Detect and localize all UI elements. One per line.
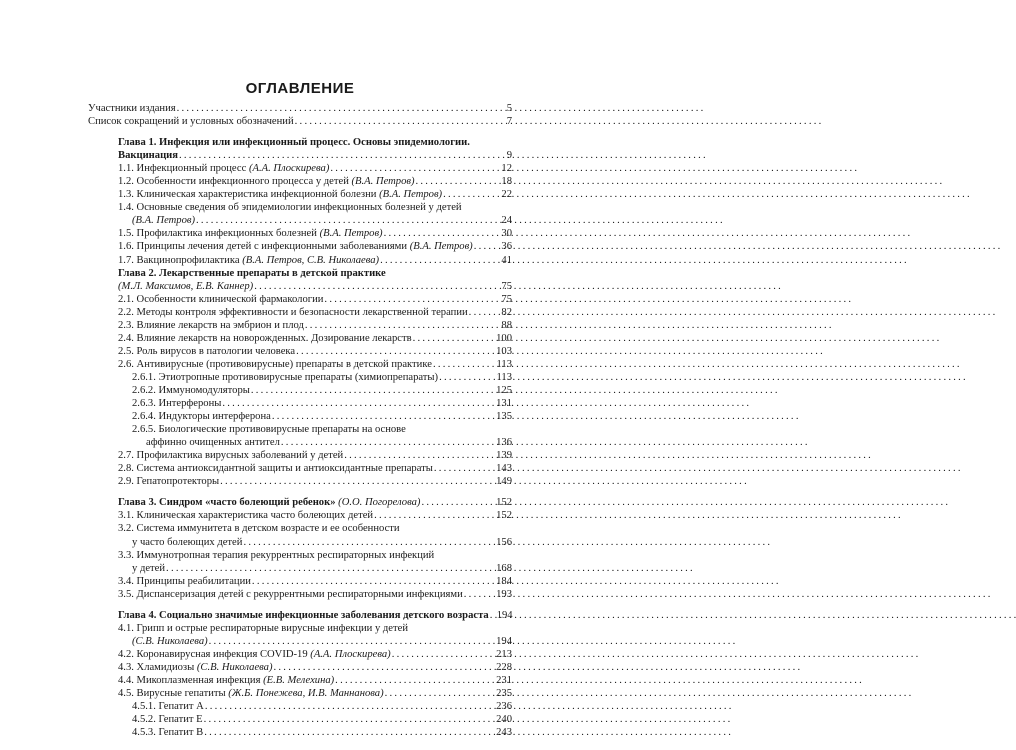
toc-entry — [88, 700, 512, 713]
dot-leader — [344, 449, 495, 462]
toc-entry — [88, 410, 512, 423]
dot-leader — [392, 648, 495, 661]
toc-page-number: 135 — [496, 411, 512, 423]
toc-entry-text — [132, 371, 438, 384]
toc-entry-text — [118, 267, 386, 280]
toc-entry-text — [132, 536, 242, 549]
toc-entry-title: у часто болеющих детей — [132, 536, 243, 548]
toc-chapter-line — [88, 496, 512, 509]
toc-page-number: 82 — [501, 306, 512, 318]
toc-page-number: 41 — [501, 254, 512, 266]
toc-entry — [88, 622, 512, 635]
dot-leader — [380, 254, 500, 267]
toc-page-number: 152 — [496, 497, 512, 509]
toc-entry-title: 3.5. Диспансеризация детей с рекуррентными респираторными инфекциями — [118, 588, 463, 600]
toc-entry-title: 2.7. Профилактика вирусных заболеваний у детей — [118, 450, 344, 462]
toc-chapter-line — [88, 149, 512, 162]
toc-page-number: 236 — [496, 701, 512, 713]
dot-leader — [324, 293, 500, 306]
toc-entry — [88, 397, 512, 410]
dot-leader — [433, 358, 496, 371]
toc-entry-title: Глава 4. Социально значимые инфекционные заболевания детского возраста — [118, 609, 489, 621]
toc-entry-author: (В.А. Петров) — [348, 176, 415, 188]
toc-entry — [88, 384, 512, 397]
toc-entry — [88, 436, 512, 449]
dot-leader — [439, 371, 495, 384]
toc-page-number: 12 — [501, 163, 512, 175]
dot-leader — [243, 536, 495, 549]
toc-entry — [88, 648, 512, 661]
toc-entry-text — [118, 319, 304, 332]
toc-entry — [88, 462, 512, 475]
dot-leader — [335, 674, 495, 687]
dot-leader — [204, 713, 495, 726]
toc-page-number: 125 — [496, 384, 512, 396]
toc-entry — [88, 332, 512, 345]
toc-entry-title: 2.6.4. Индукторы интерферона — [132, 411, 271, 423]
dot-leader — [296, 345, 495, 358]
toc-entry-author: (В.А. Петров, С.В. Николаева) — [239, 254, 380, 266]
toc-chapter-line — [88, 609, 512, 622]
toc-entry — [88, 588, 512, 601]
toc-entry-title: 1.7. Вакцинопрофилактика — [118, 254, 240, 266]
toc-entry — [88, 319, 512, 332]
toc-entry-text — [118, 254, 379, 267]
toc-chapter-line — [88, 136, 512, 149]
toc-chapter-line — [88, 267, 512, 280]
toc-entry — [88, 536, 512, 549]
toc-entry-title: 1.5. Профилактика инфекционных болезней — [118, 228, 317, 240]
toc-entry-text — [132, 726, 203, 739]
toc-page-number: 240 — [496, 714, 512, 726]
toc-entry-title: Глава 2. Лекарственные препараты в детской практике — [118, 267, 386, 279]
toc-entry-title: 4.5. Вирусные гепатиты — [118, 688, 226, 700]
toc-entry-title: у детей — [132, 562, 166, 574]
toc-entry-title: 2.5. Роль вирусов в патологии человека — [118, 345, 296, 357]
dot-leader — [204, 726, 495, 739]
toc-entry-text — [88, 115, 294, 128]
toc-entry-title: Список сокращений и условных обозначений — [88, 116, 294, 128]
toc-entry — [88, 175, 512, 188]
toc-page-number: 18 — [501, 176, 512, 188]
toc-entry-title: 2.8. Система антиоксидантной защиты и антиоксидантные препараты — [118, 463, 433, 475]
toc-entry-title: 4.2. Коронавирусная инфекция COVID-19 — [118, 648, 308, 660]
toc-entry-author: (О.О. Погорелова) — [335, 497, 421, 509]
toc-page-number: 75 — [501, 293, 512, 305]
toc-page-number: 243 — [496, 727, 512, 739]
toc-entry-author: (А.А. Плоскирева) — [307, 648, 391, 660]
dot-leader — [177, 102, 506, 115]
toc-entry — [88, 475, 512, 488]
dot-leader — [209, 635, 495, 648]
toc-entry-title: 3.4. Принципы реабилитации — [118, 575, 251, 587]
toc-entry-title: Участники издания — [88, 103, 176, 114]
toc-entry — [88, 726, 512, 739]
dot-leader — [469, 306, 501, 319]
toc-entry — [88, 293, 512, 306]
toc-page-number: 22 — [501, 189, 512, 201]
toc-entry — [88, 115, 512, 128]
dot-leader — [254, 280, 500, 293]
toc-entry — [88, 254, 512, 267]
dot-leader — [220, 475, 495, 488]
toc-entry-title: 1.6. Принципы лечения детей с инфекционными заболеваниями — [118, 241, 408, 253]
toc-page-number: 168 — [496, 562, 512, 574]
toc-entry-text — [118, 622, 408, 635]
toc-entry — [88, 509, 512, 522]
dot-leader — [416, 175, 501, 188]
dot-leader — [434, 462, 495, 475]
toc-entry — [88, 575, 512, 588]
dot-leader — [295, 115, 506, 128]
table-of-contents — [88, 102, 512, 739]
toc-entry-text — [118, 462, 433, 475]
toc-page-number: 143 — [496, 463, 512, 475]
toc-page-number: 184 — [496, 575, 512, 587]
dot-leader — [330, 162, 500, 175]
toc-entry-author: (М.Л. Максимов, Е.В. Каннер) — [118, 280, 254, 292]
toc-page-number: 228 — [496, 661, 512, 673]
toc-entry-text — [118, 588, 463, 601]
toc-entry-title: 2.9. Гепатопротекторы — [118, 476, 220, 488]
toc-entry — [88, 371, 512, 384]
toc-entry-title: 2.2. Методы контроля эффективности и безопасности лекарственной терапии — [118, 306, 468, 318]
dot-leader — [251, 384, 495, 397]
toc-entry-title: 4.5.1. Гепатит А — [132, 701, 204, 713]
toc-page-number: 24 — [501, 215, 512, 227]
toc-entry-title: 1.1. Инфекционный процесс — [118, 163, 247, 175]
toc-entry-text — [118, 475, 219, 488]
toc-entry-title: 4.5.2. Гепатит Е — [132, 714, 203, 726]
toc-entry-text — [132, 713, 203, 726]
toc-entry — [88, 713, 512, 726]
dot-leader — [385, 687, 495, 700]
dot-leader — [421, 496, 495, 509]
toc-entry-title: Глава 1. Инфекция или инфекционный процесс. Основы эпидемиологии. — [118, 137, 470, 149]
toc-entry — [88, 240, 512, 253]
toc-entry — [88, 162, 512, 175]
toc-page-number: 36 — [501, 241, 512, 253]
dot-leader — [272, 410, 495, 423]
toc-entry — [88, 102, 512, 115]
toc-page-number: 9 — [506, 150, 512, 162]
toc-page-number: 235 — [496, 688, 512, 700]
toc-entry-title: 1.3. Клиническая характеристика инфекционной болезни — [118, 189, 377, 201]
toc-page-number: 193 — [496, 588, 512, 600]
toc-entry — [88, 449, 512, 462]
toc-entry-author: (В.А. Петров) — [316, 228, 383, 240]
toc-entry-text — [118, 358, 432, 371]
toc-entry-text — [132, 700, 204, 713]
toc-entry-text — [118, 661, 273, 674]
page-title: ОГЛАВЛЕНИЕ — [245, 80, 355, 97]
toc-entry-title: Вакцинация — [118, 150, 179, 162]
toc-entry-text — [118, 136, 470, 149]
toc-entry-text — [118, 687, 384, 700]
dot-leader — [281, 436, 495, 449]
toc-entry-title: 2.6. Антивирусные (противовирусные) препараты в детской практике — [118, 358, 432, 370]
toc-entry-text — [118, 449, 343, 462]
toc-entry-title: 4.1. Грипп и острые респираторные вирусные инфекции у детей — [118, 622, 409, 634]
toc-entry-text — [118, 345, 295, 358]
toc-page-number: 152 — [496, 510, 512, 522]
toc-entry — [88, 549, 512, 562]
toc-entry-author: (В.А. Петров) — [132, 215, 195, 227]
toc-page-number: 88 — [501, 319, 512, 331]
toc-entry-text — [118, 509, 373, 522]
toc-entry-author: (Ж.Б. Понежева, И.В. Маннанова) — [225, 688, 384, 700]
toc-entry — [88, 358, 512, 371]
toc-entry-title: 4.5.3. Гепатит В — [132, 727, 204, 739]
toc-entry-text — [118, 175, 415, 188]
toc-entry-title: 2.1. Особенности клинической фармакологии — [118, 293, 324, 305]
toc-page-number: 231 — [496, 674, 512, 686]
toc-entry-text — [118, 293, 323, 306]
dot-leader — [196, 214, 500, 227]
toc-page-number: 100 — [496, 332, 512, 344]
toc-entry-title: 3.2. Система иммунитета в детском возрасте и ее особенности — [118, 523, 400, 535]
toc-page-number: 7 — [506, 116, 512, 128]
toc-entry-title: 2.6.1. Этиотропные противовирусные препараты (химиопрепараты) — [132, 371, 439, 383]
toc-entry-text — [118, 332, 412, 345]
dot-leader — [374, 509, 495, 522]
toc-entry-text — [118, 549, 434, 562]
toc-entry-text — [118, 522, 400, 535]
toc-entry-title: Глава 3. Синдром «часто болеющий ребенок» — [118, 497, 336, 509]
toc-entry — [88, 423, 512, 436]
toc-page-number: 75 — [501, 280, 512, 292]
toc-entry-title: 2.6.2. Иммуномодуляторы — [132, 384, 250, 396]
toc-page-number: 194 — [496, 635, 512, 647]
dot-leader — [413, 332, 495, 345]
toc-entry-text — [132, 410, 271, 423]
toc-entry — [88, 227, 512, 240]
toc-entry-title: 1.4. Основные сведения об эпидемиологии инфекционных болезней у детей — [118, 202, 462, 214]
toc-entry-text — [118, 575, 251, 588]
toc-entry-text — [132, 562, 165, 575]
toc-entry-title: 2.4. Влияние лекарств на новорожденных. Дозирование лекарств — [118, 332, 412, 344]
toc-page-number: 113 — [496, 358, 512, 370]
toc-entry-text — [146, 436, 280, 449]
dot-leader — [274, 661, 496, 674]
toc-entry — [88, 562, 512, 575]
dot-leader — [166, 562, 495, 575]
toc-page-number: 131 — [496, 398, 512, 410]
toc-entry-title: 2.6.3. Интерфероны — [132, 398, 222, 410]
toc-page-number: 213 — [496, 648, 512, 660]
toc-entry-text — [118, 609, 489, 622]
toc-entry-text — [118, 674, 334, 687]
toc-entry — [88, 522, 512, 535]
toc-entry-title: 4.3. Хламидиозы — [118, 661, 195, 673]
toc-entry-author: (В.А. Петров) — [407, 241, 473, 253]
toc-entry-title: 4.4. Микоплазменная инфекция — [118, 674, 261, 686]
toc-entry — [88, 345, 512, 358]
dot-leader — [384, 227, 501, 240]
dot-leader — [474, 240, 501, 253]
toc-entry-title: 1.2. Особенности инфекционного процесса у детей — [118, 176, 349, 188]
toc-entry-text — [132, 214, 195, 227]
dot-leader — [222, 397, 495, 410]
toc-entry — [88, 674, 512, 687]
toc-entry-text — [132, 397, 221, 410]
dot-leader — [305, 319, 501, 332]
dot-leader — [464, 588, 495, 601]
toc-entry-text — [118, 240, 473, 253]
dot-leader — [490, 609, 496, 622]
toc-entry-text — [132, 635, 208, 648]
toc-page-number: 156 — [496, 536, 512, 548]
toc-entry-text — [118, 162, 329, 175]
toc-page-number: 139 — [496, 450, 512, 462]
toc-entry-text — [118, 648, 391, 661]
toc-entry — [88, 635, 512, 648]
toc-entry-title: 3.3. Иммунотропная терапия рекуррентных респираторных инфекций — [118, 549, 435, 561]
toc-entry-text — [132, 384, 250, 397]
toc-page-number: 113 — [496, 371, 512, 383]
toc-entry — [88, 188, 512, 201]
toc-page-number: 136 — [496, 437, 512, 449]
dot-leader — [205, 700, 495, 713]
toc-entry-title: аффинно очищенных антител — [146, 437, 280, 449]
toc-entry-text — [118, 306, 468, 319]
toc-page-number: 5 — [506, 103, 512, 114]
toc-page-number: 30 — [501, 228, 512, 240]
dot-leader — [252, 575, 495, 588]
toc-page-number: 194 — [496, 609, 513, 621]
toc-entry — [88, 280, 512, 293]
toc-entry-text — [118, 496, 420, 509]
toc-page-number: 103 — [496, 345, 512, 357]
toc-entry — [88, 687, 512, 700]
toc-entry-title: 2.6.5. Биологические противовирусные препараты на основе — [132, 424, 406, 436]
toc-entry-title: 3.1. Клиническая характеристика часто болеющих детей — [118, 510, 374, 522]
toc-entry-author: (С.В. Николаева) — [194, 661, 273, 673]
toc-entry-author: (С.В. Николаева) — [132, 635, 208, 647]
toc-entry-text — [118, 149, 178, 162]
toc-entry — [88, 201, 512, 214]
toc-entry-author: (Е.В. Мелехина) — [260, 674, 335, 686]
toc-entry-title: 2.3. Влияние лекарств на эмбрион и плод — [118, 319, 304, 331]
toc-entry-text — [132, 423, 406, 436]
toc-entry-text — [118, 188, 442, 201]
toc-entry — [88, 306, 512, 319]
toc-entry-text — [118, 201, 462, 214]
toc-entry-text — [118, 280, 253, 293]
toc-entry — [88, 214, 512, 227]
dot-leader — [179, 149, 506, 162]
dot-leader — [443, 188, 500, 201]
toc-entry-text — [88, 102, 176, 115]
toc-entry-text — [118, 227, 383, 240]
toc-page-number: 149 — [496, 476, 512, 488]
toc-entry-author: (В.А. Петров) — [376, 189, 443, 201]
toc-entry — [88, 661, 512, 674]
toc-entry-author: (А.А. Плоскирева) — [246, 163, 330, 175]
